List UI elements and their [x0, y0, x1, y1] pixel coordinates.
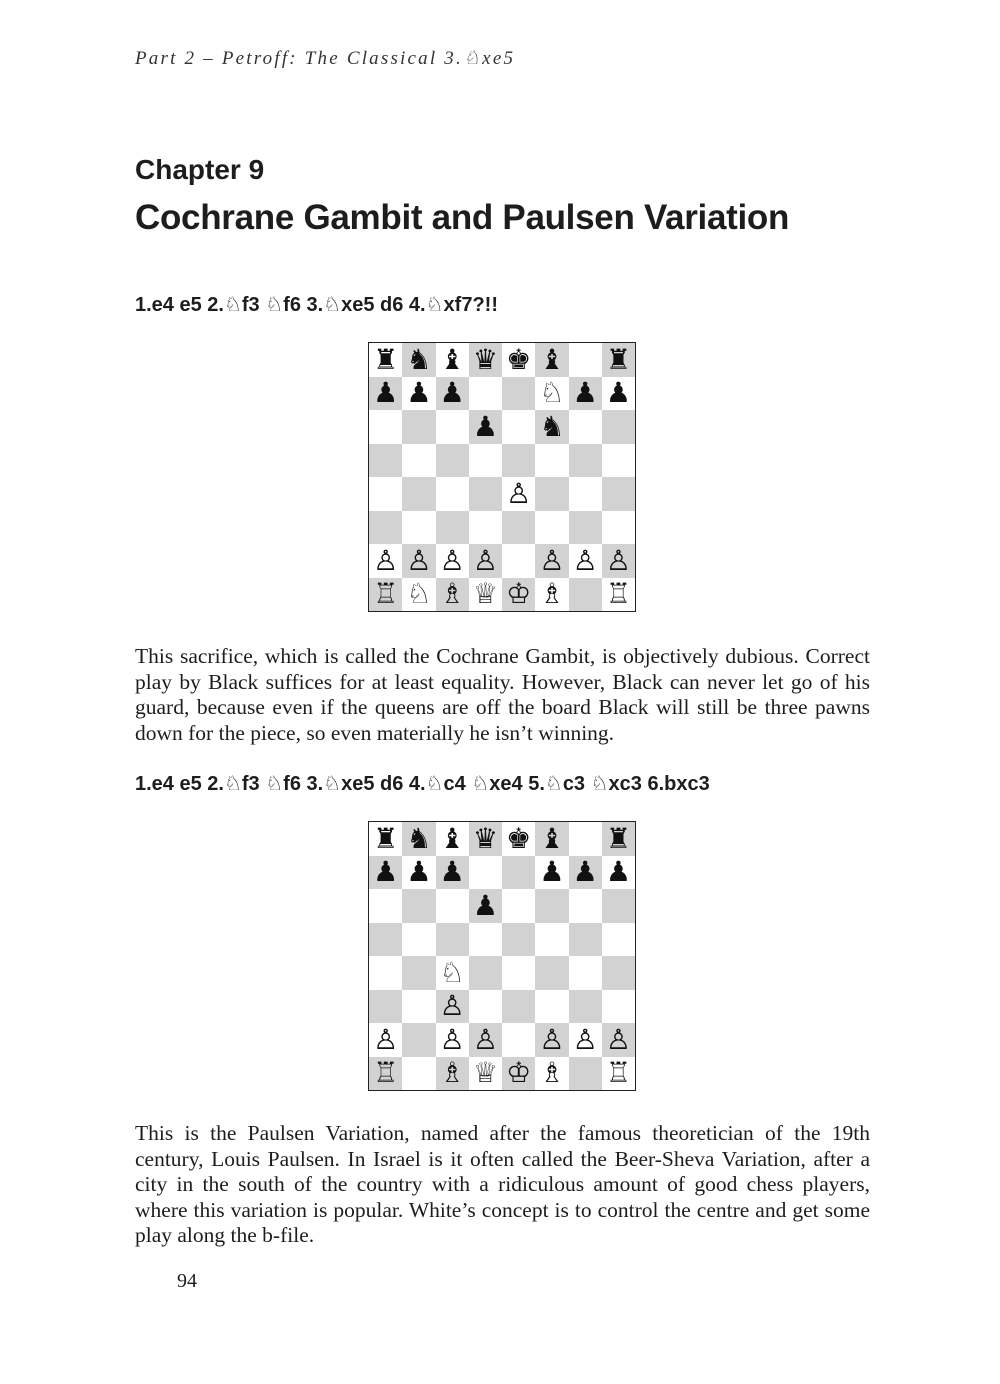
- square-g5: [569, 444, 602, 478]
- square-e7: [502, 377, 535, 411]
- square-f8: ♝: [535, 822, 568, 856]
- square-d1: ♕: [469, 578, 502, 612]
- square-b7: ♟: [402, 377, 435, 411]
- square-d8: ♛: [469, 343, 502, 377]
- square-g8: [569, 822, 602, 856]
- square-c8: ♝: [436, 822, 469, 856]
- square-e4: [502, 956, 535, 990]
- square-h2: ♙: [602, 1023, 635, 1057]
- square-c5: [436, 923, 469, 957]
- square-c3: ♙: [436, 990, 469, 1024]
- square-b2: [402, 1023, 435, 1057]
- square-h3: [602, 511, 635, 545]
- square-e8: ♚: [502, 343, 535, 377]
- square-h5: [602, 923, 635, 957]
- square-d7: [469, 377, 502, 411]
- square-c6: [436, 410, 469, 444]
- square-c6: [436, 889, 469, 923]
- square-f6: ♞: [535, 410, 568, 444]
- square-g7: ♟: [569, 856, 602, 890]
- square-f8: ♝: [535, 343, 568, 377]
- body-paragraph-1: This sacrifice, which is called the Cochrane Gambit, is objectively dubious. Correct play by Black suffices for at least equality. However, Black can never let go of his guard, because even if the queens are off the board Black will still be three pawns down for the piece, so even materially he isn’t winning.: [135, 644, 870, 745]
- square-g1: [569, 578, 602, 612]
- square-f4: [535, 477, 568, 511]
- square-g3: [569, 990, 602, 1024]
- square-f3: [535, 511, 568, 545]
- square-f5: [535, 444, 568, 478]
- square-a3: [369, 511, 402, 545]
- chapter-label: Chapter 9: [135, 154, 265, 185]
- chess-diagram-2: [368, 821, 636, 1091]
- square-g4: [569, 477, 602, 511]
- square-g8: [569, 343, 602, 377]
- square-a5: [369, 923, 402, 957]
- square-b7: ♟: [402, 856, 435, 890]
- square-h3: [602, 990, 635, 1024]
- square-d7: [469, 856, 502, 890]
- square-c7: ♟: [436, 377, 469, 411]
- page-number: 94: [177, 1270, 197, 1292]
- square-a1: ♖: [369, 1057, 402, 1091]
- square-a3: [369, 990, 402, 1024]
- square-g6: [569, 889, 602, 923]
- square-d8: ♛: [469, 822, 502, 856]
- chapter-title: Cochrane Gambit and Paulsen Variation: [135, 198, 790, 237]
- square-f1: ♗: [535, 578, 568, 612]
- square-d2: ♙: [469, 1023, 502, 1057]
- square-a6: [369, 889, 402, 923]
- square-a4: [369, 956, 402, 990]
- square-h7: ♟: [602, 377, 635, 411]
- square-h8: ♜: [602, 822, 635, 856]
- square-e5: [502, 923, 535, 957]
- square-h5: [602, 444, 635, 478]
- square-e1: ♔: [502, 1057, 535, 1091]
- square-f2: ♙: [535, 544, 568, 578]
- square-b5: [402, 923, 435, 957]
- square-c1: ♗: [436, 1057, 469, 1091]
- square-d3: [469, 511, 502, 545]
- square-h4: [602, 477, 635, 511]
- square-c4: ♘: [436, 956, 469, 990]
- square-b3: [402, 990, 435, 1024]
- move-sequence-2: 1.e4 e5 2.♘f3 ♘f6 3.♘xe5 d6 4.♘c4 ♘xe4 5.♘c3 ♘xc3 6.bxc3: [135, 773, 710, 795]
- square-c2: ♙: [436, 1023, 469, 1057]
- square-c4: [436, 477, 469, 511]
- chess-diagram-1: [368, 342, 636, 612]
- square-d6: ♟: [469, 410, 502, 444]
- square-d3: [469, 990, 502, 1024]
- square-d6: ♟: [469, 889, 502, 923]
- square-g2: ♙: [569, 544, 602, 578]
- square-b2: ♙: [402, 544, 435, 578]
- square-g7: ♟: [569, 377, 602, 411]
- square-d5: [469, 923, 502, 957]
- square-h8: ♜: [602, 343, 635, 377]
- square-c5: [436, 444, 469, 478]
- square-b8: ♞: [402, 343, 435, 377]
- square-f5: [535, 923, 568, 957]
- square-f3: [535, 990, 568, 1024]
- square-e4: ♙: [502, 477, 535, 511]
- square-d4: [469, 956, 502, 990]
- square-b8: ♞: [402, 822, 435, 856]
- square-a1: ♖: [369, 578, 402, 612]
- square-e5: [502, 444, 535, 478]
- square-b3: [402, 511, 435, 545]
- square-g4: [569, 956, 602, 990]
- square-b1: ♘: [402, 578, 435, 612]
- square-d1: ♕: [469, 1057, 502, 1091]
- square-e2: [502, 1023, 535, 1057]
- square-a6: [369, 410, 402, 444]
- square-b4: [402, 956, 435, 990]
- square-b6: [402, 410, 435, 444]
- square-h7: ♟: [602, 856, 635, 890]
- square-g1: [569, 1057, 602, 1091]
- square-a5: [369, 444, 402, 478]
- square-b5: [402, 444, 435, 478]
- square-e2: [502, 544, 535, 578]
- square-g3: [569, 511, 602, 545]
- square-b4: [402, 477, 435, 511]
- square-e8: ♚: [502, 822, 535, 856]
- square-e1: ♔: [502, 578, 535, 612]
- square-d2: ♙: [469, 544, 502, 578]
- square-g2: ♙: [569, 1023, 602, 1057]
- square-c7: ♟: [436, 856, 469, 890]
- square-h6: [602, 889, 635, 923]
- square-f7: ♟: [535, 856, 568, 890]
- square-g5: [569, 923, 602, 957]
- square-f6: [535, 889, 568, 923]
- running-head: Part 2 – Petroff: The Classical 3.♘xe5: [135, 48, 516, 69]
- square-e3: [502, 990, 535, 1024]
- square-f4: [535, 956, 568, 990]
- square-c2: ♙: [436, 544, 469, 578]
- square-e3: [502, 511, 535, 545]
- square-e6: [502, 410, 535, 444]
- square-a8: ♜: [369, 822, 402, 856]
- square-h4: [602, 956, 635, 990]
- square-h1: ♖: [602, 1057, 635, 1091]
- square-a8: ♜: [369, 343, 402, 377]
- square-a4: [369, 477, 402, 511]
- square-a7: ♟: [369, 377, 402, 411]
- move-sequence-1: 1.e4 e5 2.♘f3 ♘f6 3.♘xe5 d6 4.♘xf7?!!: [135, 294, 498, 316]
- square-g6: [569, 410, 602, 444]
- square-c8: ♝: [436, 343, 469, 377]
- square-f2: ♙: [535, 1023, 568, 1057]
- square-h1: ♖: [602, 578, 635, 612]
- square-d5: [469, 444, 502, 478]
- square-h2: ♙: [602, 544, 635, 578]
- square-b6: [402, 889, 435, 923]
- body-paragraph-2: This is the Paulsen Variation, named after the famous theoretician of the 19th century, Louis Paulsen. In Israel is it often called the Beer-Sheva Variation, after a city in the south of the country with a ridiculous amount of good chess players, where this variation is popular. White’s concept is to control the centre and get some play along the b-file.: [135, 1121, 870, 1247]
- square-c1: ♗: [436, 578, 469, 612]
- square-f1: ♗: [535, 1057, 568, 1091]
- square-e6: [502, 889, 535, 923]
- square-e7: [502, 856, 535, 890]
- square-a2: ♙: [369, 1023, 402, 1057]
- square-a7: ♟: [369, 856, 402, 890]
- square-a2: ♙: [369, 544, 402, 578]
- square-f7: ♘: [535, 377, 568, 411]
- square-d4: [469, 477, 502, 511]
- square-h6: [602, 410, 635, 444]
- square-c3: [436, 511, 469, 545]
- square-b1: [402, 1057, 435, 1091]
